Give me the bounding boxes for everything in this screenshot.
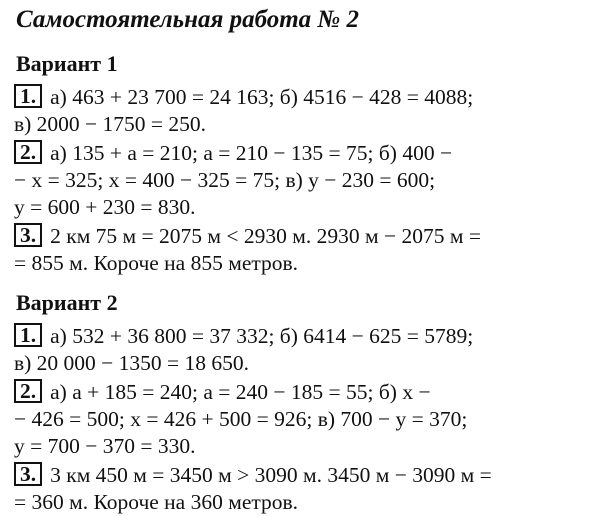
task-number-badge: 2. <box>14 140 42 164</box>
variant-heading: Вариант 2 <box>16 290 118 315</box>
task-number-badge: 3. <box>14 223 42 247</box>
task-line: y = 600 + 230 = 830. <box>14 195 196 219</box>
task-line: = 360 м. Короче на 360 метров. <box>14 490 299 514</box>
task-3 <box>14 462 601 516</box>
task-line: а) 532 + 36 800 = 37 332; б) 6414 − 625 = 5789; <box>50 324 474 348</box>
variant-1-section <box>14 50 601 277</box>
page-title: Самостоятельная работа № 2 <box>16 6 360 33</box>
task-1 <box>14 323 601 377</box>
variant-heading: Вариант 1 <box>16 51 118 76</box>
task-number-badge: 1. <box>14 323 42 347</box>
task-line: − 426 = 500; x = 426 + 500 = 926; в) 700 − y = 370; <box>14 407 468 431</box>
task-line: в) 20 000 − 1350 = 18 650. <box>14 351 250 375</box>
task-number-badge: 1. <box>14 84 42 108</box>
variant-2-section <box>14 289 601 516</box>
task-line: а) 135 + a = 210; a = 210 − 135 = 75; б) 400 − <box>50 141 453 165</box>
task-line: 3 км 450 м = 3450 м > 3090 м. 3450 м − 3090 м = <box>50 463 492 487</box>
task-2 <box>14 379 601 460</box>
task-line: 2 км 75 м = 2075 м < 2930 м. 2930 м − 2075 м = <box>50 224 481 248</box>
task-line: y = 700 − 370 = 330. <box>14 434 196 458</box>
task-1 <box>14 84 601 138</box>
task-3 <box>14 223 601 277</box>
task-2 <box>14 140 601 221</box>
task-line: − x = 325; x = 400 − 325 = 75; в) y − 230 = 600; <box>14 168 436 192</box>
task-number-badge: 2. <box>14 379 42 403</box>
task-line: а) 463 + 23 700 = 24 163; б) 4516 − 428 = 4088; <box>50 85 474 109</box>
task-number-badge: 3. <box>14 462 42 486</box>
task-line: = 855 м. Короче на 855 метров. <box>14 251 299 275</box>
task-line: а) a + 185 = 240; a = 240 − 185 = 55; б) x − <box>50 380 431 404</box>
task-line: в) 2000 − 1750 = 250. <box>14 112 207 136</box>
